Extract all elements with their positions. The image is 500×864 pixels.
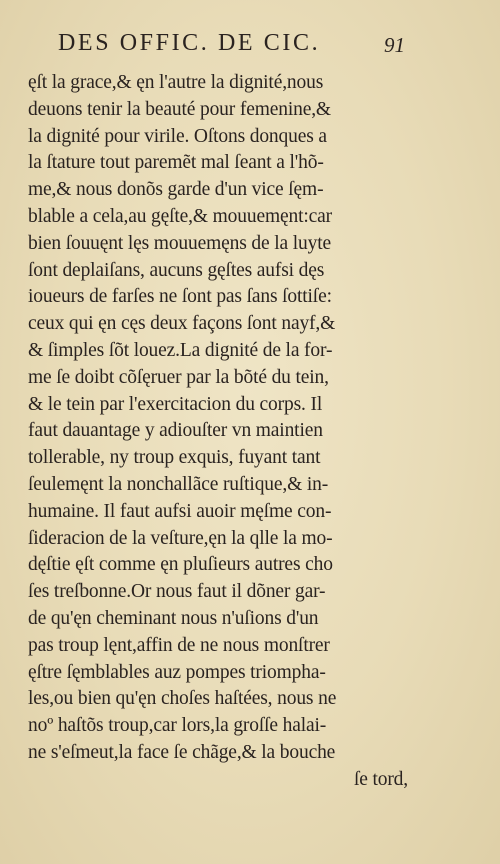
text-line: ſont deplaiſans, aucuns gęſtes aufsi dęs — [28, 259, 325, 281]
text-line: ſes treſbonne.Or nous faut il dõner gar- — [28, 581, 326, 603]
text-line: me ſe doibt cõſęruer par la bõté du tein, — [28, 366, 329, 388]
text-line: ceux qui ęn cęs deux façons ſont nayf,& — [28, 313, 336, 335]
text-line: noº haſtõs troup,car lors,la groſſe halai- — [28, 715, 327, 737]
text-line: pas troup lęnt,affin de ne nous monſtrer — [28, 634, 330, 656]
text-line: ſideracion de la veſture,ęn la qlle la mo- — [28, 527, 333, 549]
text-line: dęſtie ęſt comme ęn pluſieurs autres cho — [28, 554, 333, 576]
page-number: 91 — [384, 33, 405, 57]
text-line: me,& nous donõs garde d'un vice ſęm- — [28, 179, 324, 201]
text-line: ęſt la grace,& ęn l'autre la dignité,nous — [28, 72, 324, 93]
text-line: ioueurs de farſes ne ſont pas ſans ſottiſe: — [28, 286, 332, 308]
text-line: tollerable, ny troup exquis, fuyant tant — [28, 447, 321, 469]
page-header — [58, 26, 408, 60]
text-line: la dignité pour virile. Oſtons donques a — [28, 125, 327, 147]
text-line: de qu'ęn cheminant nous n'uſions d'un — [28, 607, 319, 629]
text-line: ſeulemęnt la nonchallãce ruſtique,& in- — [28, 473, 329, 495]
text-line: ne s'eſmeut,la face ſe chãge,& la bouche — [28, 741, 336, 763]
text-line: la ſtature tout paremẽt mal ſeant a l'hõ- — [28, 152, 324, 174]
text-line: deuons tenir la beauté pour femenine,& — [28, 98, 331, 120]
text-line: & ſimples ſõt louez.La dignité de la for- — [28, 339, 333, 361]
text-line: les,ou bien qu'ęn choſes haſtées, nous ne — [28, 688, 337, 710]
text-line: blable a cela,au gęſte,& mouuemęnt:car — [28, 205, 332, 227]
text-line: ęſtre ſęmblables auz pompes triompha- — [28, 661, 326, 683]
text-line: bien ſouuęnt lęs mouuemęns de la luyte — [28, 232, 331, 254]
text-line: faut dauantage y adiouſter vn maintien — [28, 420, 323, 442]
running-head: DES OFFIC. DE CIC. — [58, 30, 321, 56]
text-line: humaine. Il faut aufsi auoir męſme con- — [28, 500, 332, 522]
body-text — [28, 70, 408, 794]
text-line-catchword: ſe tord, — [353, 768, 408, 790]
text-line: & le tein par l'exercitacion du corps. Il — [28, 393, 323, 415]
